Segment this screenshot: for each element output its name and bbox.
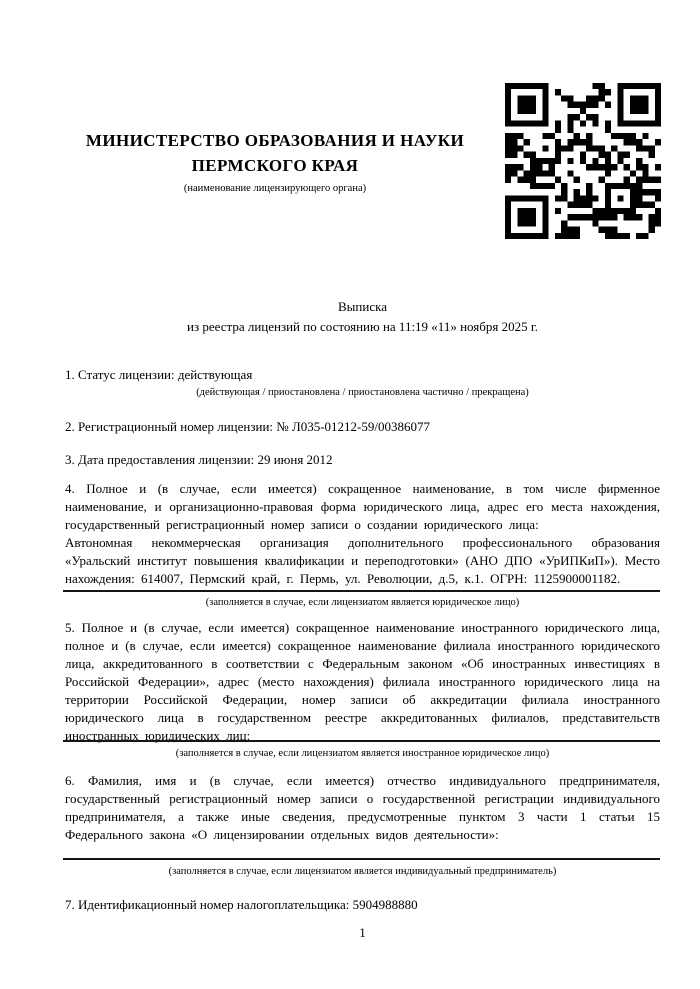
foreign-entity-underline — [63, 740, 660, 742]
foreign-entity-text: 5. Полное и (в случае, если имеется) сокращенное наименование иностранного юридического лица, полное и (в случае, если имеется) сокращенное наименование филиала иностранного юридического лица, аккредитованного в соответствии с Федеральным законом «Об иностранных инвестициях в Российской Федерации», адрес (место нахождения) филиала иностранного юридического лица на территории Российской Федерации, номер записи об аккредитации филиала иностранного юридического лица в государственном реестре аккредитованных филиалов, представительств иностранных юридических лиц: — [65, 620, 660, 743]
license-grant-date: 3. Дата предоставления лицензии: 29 июня 2012 — [65, 452, 333, 467]
ministry-caption: (наименование лицензирующего органа) — [183, 183, 367, 194]
ministry-name-line1: МИНИСТЕРСТВО ОБРАЗОВАНИЯ И НАУКИ — [85, 131, 465, 150]
foreign-entity-caption: (заполняется в случае, если лицензиатом является иностранное юридическое лицо) — [175, 748, 550, 759]
page-number: 1 — [359, 925, 366, 940]
ministry-header — [65, 128, 485, 195]
license-status-caption: (действующая / приостановлена / приостановлена частично / прекращена) — [196, 387, 529, 398]
entrepreneur-underline — [63, 858, 660, 860]
legal-entity-caption: (заполняется в случае, если лицензиатом является юридическое лицо) — [205, 597, 520, 608]
entrepreneur-section — [65, 772, 660, 844]
legal-entity-value: Автономная некоммерческая организация дополнительного профессионального образования «Уральский институт повышения квалификации и переподготовки» (АНО ДПО «УрИПКиП»). Место нахождения: 614007, Пермский край, г. Пермь, ул. Революции, д.5, к.1. ОГРН: 1125900001182. — [65, 535, 660, 586]
foreign-entity-section — [65, 619, 660, 745]
legal-entity-intro: 4. Полное и (в случае, если имеется) сокращенное наименование, в том числе фирменное наименование, и организационно-правовая форма юридического лица, адрес его места нахождения, государственный регистрационный номер записи о создании юридического лица: — [65, 481, 660, 532]
entrepreneur-text: 6. Фамилия, имя и (в случае, если имеется) отчество индивидуального предпринимателя, государственный регистрационный номер записи о государственной регистрации индивидуального предпринимателя, а также иные сведения, предусмотренные пунктом 3 части 1 статьи 15 Федерального закона «О лицензировании отдельных видов деятельности»: — [65, 773, 660, 842]
qr-code-image — [505, 83, 661, 239]
ministry-name-line2: ПЕРМСКОГО КРАЯ — [191, 156, 359, 175]
legal-entity-underline — [63, 590, 660, 592]
taxpayer-id: 7. Идентификационный номер налогоплательщика: 5904988880 — [65, 897, 418, 912]
license-registration-number: 2. Регистрационный номер лицензии: № Л035-01212-59/00386077 — [65, 419, 431, 434]
entrepreneur-caption: (заполняется в случае, если лицензиатом является индивидуальный предприниматель) — [168, 866, 557, 877]
legal-entity-section — [65, 480, 660, 588]
document-title-line1: Выписка — [338, 299, 387, 314]
document-title-line2: из реестра лицензий по состоянию на 11:19 «11» ноября 2025 г. — [187, 319, 538, 334]
license-status: 1. Статус лицензии: действующая — [65, 367, 253, 382]
document-title — [65, 297, 660, 337]
